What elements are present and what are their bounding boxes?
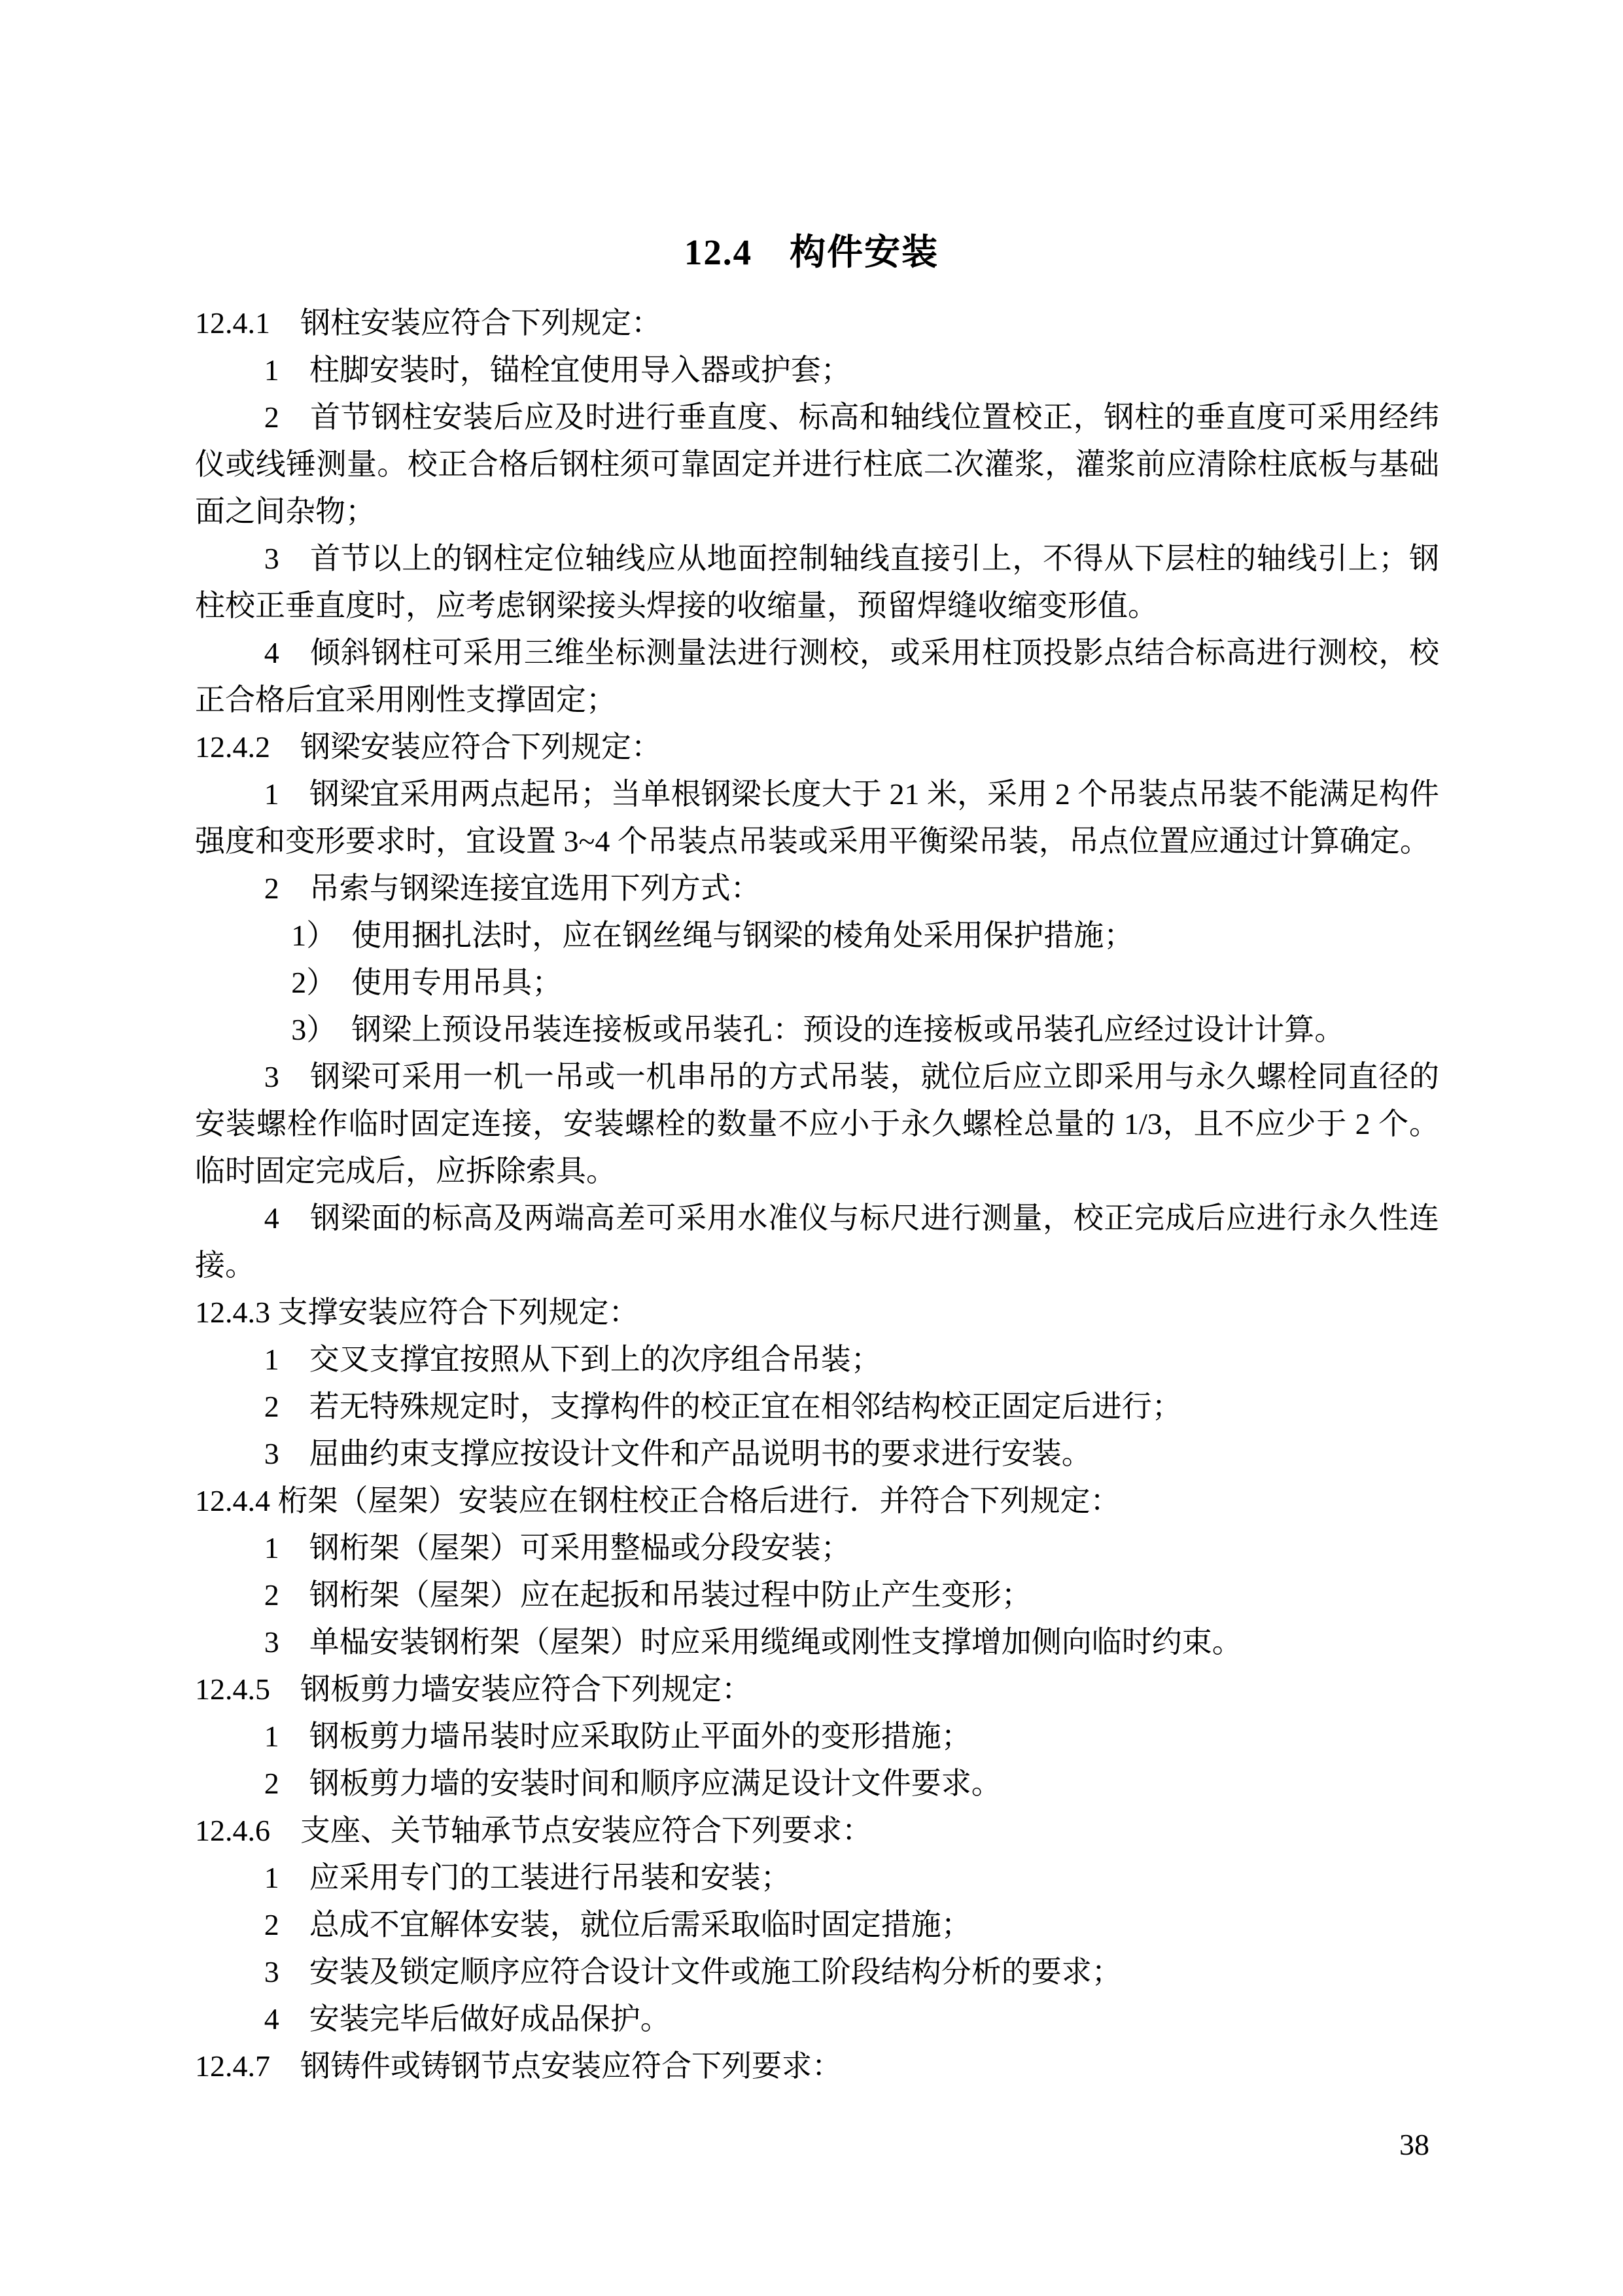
paragraph: 3 安装及锁定顺序应符合设计文件或施工阶段结构分析的要求； [264,1955,1122,1988]
page-number: 38 [1399,2128,1429,2161]
paragraph: 2） 使用专用吊具； [291,966,563,999]
paragraph: 3 单榀安装钢桁架（屋架）时应采用缆绳或刚性支撑增加侧向临时约束。 [264,1625,1242,1659]
paragraph: 2 若无特殊规定时，支撑构件的校正宜在相邻结构校正固定后进行； [264,1390,1182,1423]
section-title: 12.4 构件安装 [684,232,939,272]
paragraph: 2 钢板剪力墙的安装时间和顺序应满足设计文件要求。 [264,1767,1002,1800]
paragraph: 2 首节钢柱安装后应及时进行垂直度、标高和轴线位置校正，钢柱的垂直度可采用经纬仪或线锤测量。校正合格后钢柱须可靠固定并进行柱底二次灌浆，灌浆前应清除柱底板与基础面之间杂物； [195,400,1439,528]
paragraph: 4 安装完毕后做好成品保护。 [264,2002,671,2036]
paragraph: 1 交叉支撑宜按照从下到上的次序组合吊装； [264,1343,881,1376]
paragraph: 12.4.3 支撑安装应符合下列规定： [195,1296,639,1329]
paragraph: 1 钢板剪力墙吊装时应采取防止平面外的变形措施； [264,1720,971,1753]
paragraph: 12.4.1 钢柱安装应符合下列规定： [195,306,661,340]
document-body [195,300,1439,2090]
paragraph: 12.4.2 钢梁安装应符合下列规定： [195,730,661,764]
paragraph: 3 钢梁可采用一机一吊或一机串吊的方式吊装，就位后应立即采用与永久螺栓同直径的安装螺栓作临时固定连接，安装螺栓的数量不应小于永久螺栓总量的 1/3，且不应少于 2 个。临时固定完成后，应拆除索具。 [195,1060,1439,1188]
paragraph: 12.4.4 桁架（屋架）安装应在钢柱校正合格后进行．并符合下列规定： [195,1484,1121,1517]
paragraph: 1 柱脚安装时，锚栓宜使用导入器或护套； [264,353,851,387]
paragraph: 12.4.6 支座、关节轴承节点安装应符合下列要求： [195,1814,872,1847]
paragraph: 3 屈曲约束支撑应按设计文件和产品说明书的要求进行安装。 [264,1437,1092,1470]
paragraph: 1） 使用捆扎法时，应在钢丝绳与钢梁的棱角处采用保护措施； [291,919,1134,952]
paragraph: 4 钢梁面的标高及两端高差可采用水准仪与标尺进行测量，校正完成后应进行永久性连接。 [195,1201,1439,1282]
paragraph: 2 吊索与钢梁连接宜选用下列方式： [264,872,761,905]
paragraph: 1 应采用专门的工装进行吊装和安装； [264,1861,791,1894]
paragraph: 1 钢桁架（屋架）可采用整榀或分段安装； [264,1531,851,1564]
paragraph: 3） 钢梁上预设吊装连接板或吊装孔：预设的连接板或吊装孔应经过设计计算。 [291,1013,1345,1046]
paragraph: 12.4.7 钢铸件或铸钢节点安装应符合下列要求： [195,2049,842,2083]
paragraph: 1 钢梁宜采用两点起吊；当单根钢梁长度大于 21 米，采用 2 个吊装点吊装不能满足构件强度和变形要求时，宜设置 3~4 个吊装点吊装或采用平衡梁吊装，吊点位置应通过计算确定。 [195,777,1439,858]
paragraph: 2 总成不宜解体安装，就位后需采取临时固定措施； [264,1908,971,1941]
paragraph: 3 首节以上的钢柱定位轴线应从地面控制轴线直接引上，不得从下层柱的轴线引上；钢柱校正垂直度时，应考虑钢梁接头焊接的收缩量，预留焊缝收缩变形值。 [195,542,1439,622]
paragraph: 2 钢桁架（屋架）应在起扳和吊装过程中防止产生变形； [264,1578,1032,1612]
paragraph: 12.4.5 钢板剪力墙安装应符合下列规定： [195,1672,752,1706]
paragraph: 4 倾斜钢柱可采用三维坐标测量法进行测校，或采用柱顶投影点结合标高进行测校，校正合格后宜采用刚性支撑固定； [195,636,1439,716]
